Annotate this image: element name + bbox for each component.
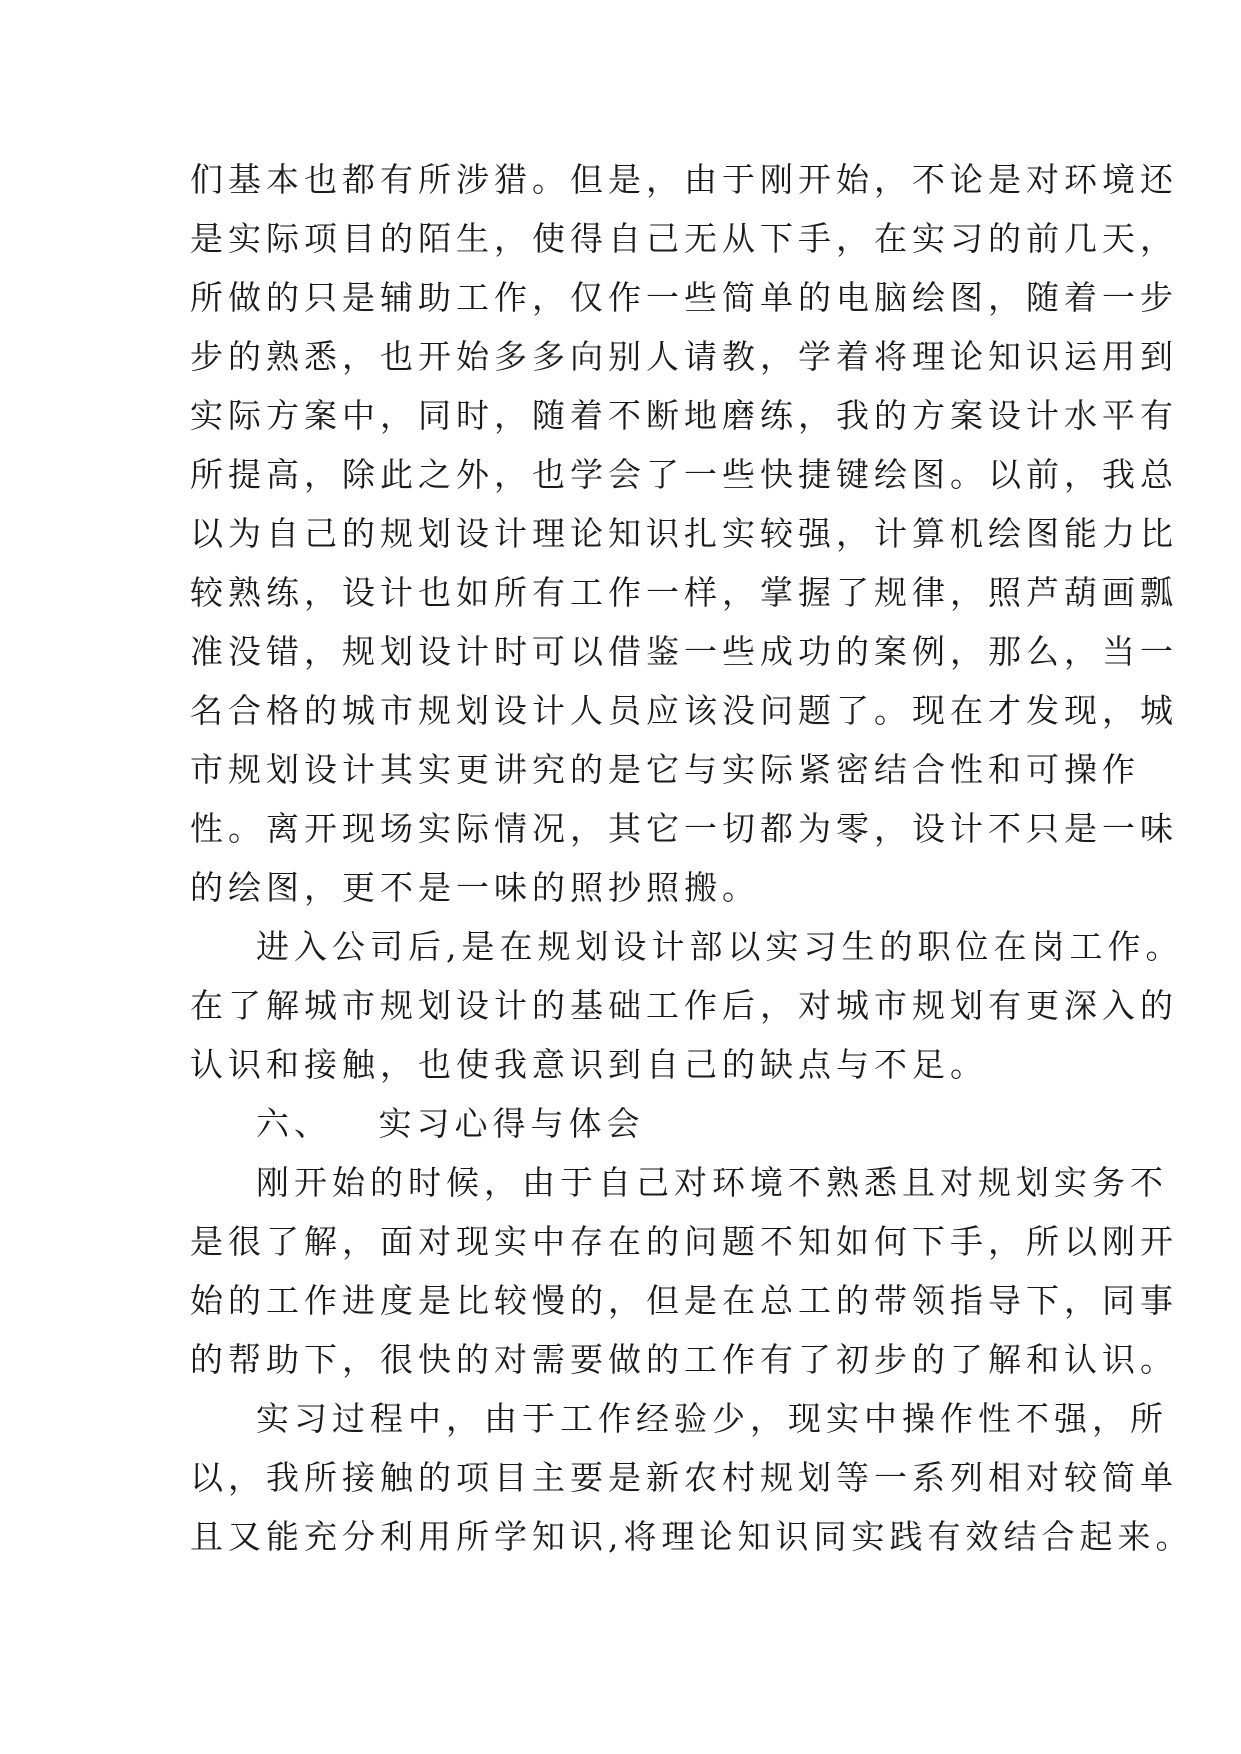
text-line: 较熟练，设计也如所有工作一样，掌握了规律，照芦葫画瓢: [190, 573, 1178, 612]
section-heading: [190, 1094, 1070, 1153]
text-line: 的绘图，更不是一味的照抄照搬。: [190, 868, 760, 907]
text-line: 以，我所接触的项目主要是新农村规划等一系列相对较简单: [190, 1458, 1178, 1497]
section-number: 六、: [256, 1104, 332, 1143]
paragraph: [190, 150, 1178, 917]
text-line: 是实际项目的陌生，使得自己无从下手，在实习的前几天，: [190, 219, 1178, 258]
text-line: 始的工作进度是比较慢的，但是在总工的带领指导下，同事: [190, 1281, 1178, 1320]
text-line: 刚开始的时候，由于自己对环境不熟悉且对规划实务不: [256, 1163, 1168, 1202]
text-line: 市规划设计其实更讲究的是它与实际紧密结合性和可操作: [190, 750, 1140, 789]
text-line: 是很了解，面对现实中存在的问题不知如何下手，所以刚开: [190, 1222, 1178, 1261]
paragraph: [190, 1153, 1178, 1389]
text-line: 的帮助下，很快的对需要做的工作有了初步的了解和认识。: [190, 1340, 1178, 1379]
paragraph: [190, 917, 1184, 1094]
text-line: 步的熟悉，也开始多多向别人请教，学着将理论知识运用到: [190, 337, 1178, 376]
text-line: 准没错，规划设计时可以借鉴一些成功的案例，那么，当一: [190, 632, 1178, 671]
section-title: 实习心得与体会: [378, 1104, 645, 1143]
text-line: 实习过程中，由于工作经验少，现实中操作性不强，所: [256, 1399, 1168, 1438]
document-body: [190, 150, 1194, 1566]
text-line: 们基本也都有所涉猎。但是，由于刚开始，不论是对环境还: [190, 160, 1178, 199]
text-line: 实际方案中，同时，随着不断地磨练，我的方案设计水平有: [190, 396, 1178, 435]
text-line: 进入公司后,是在规划设计部以实习生的职位在岗工作。: [256, 927, 1184, 966]
text-line: 以为自己的规划设计理论知识扎实较强，计算机绘图能力比: [190, 514, 1178, 553]
text-line: 且又能充分利用所学知识,将理论知识同实践有效结合起来。: [190, 1517, 1194, 1556]
text-line: 所提高，除此之外，也学会了一些快捷键绘图。以前，我总: [190, 455, 1178, 494]
paragraph: [190, 1389, 1194, 1566]
text-line: 性。离开现场实际情况，其它一切都为零，设计不只是一味: [190, 809, 1178, 848]
text-line: 认识和接触，也使我意识到自己的缺点与不足。: [190, 1045, 988, 1084]
text-line: 所做的只是辅助工作，仅作一些简单的电脑绘图，随着一步: [190, 278, 1178, 317]
text-line: 在了解城市规划设计的基础工作后，对城市规划有更深入的: [190, 986, 1178, 1025]
text-line: 名合格的城市规划设计人员应该没问题了。现在才发现，城: [190, 691, 1178, 730]
